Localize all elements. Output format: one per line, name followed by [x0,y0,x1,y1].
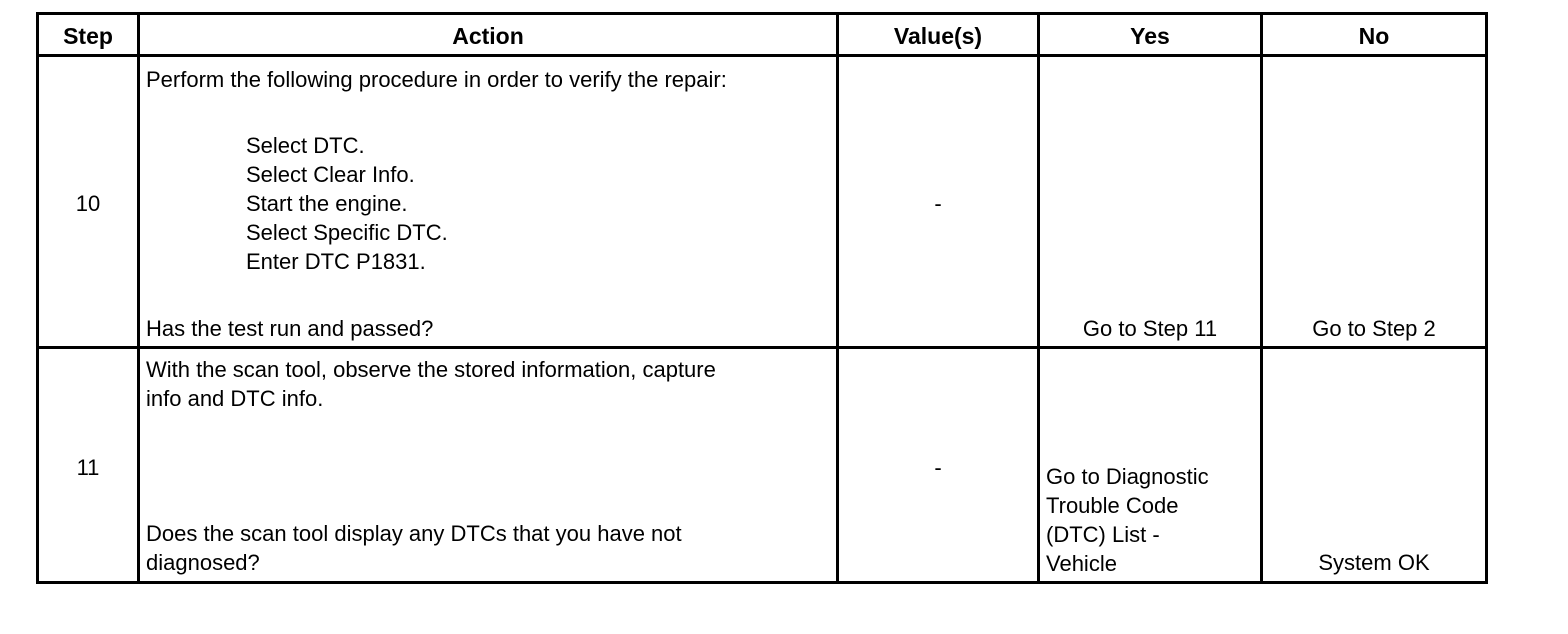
column-divider [1037,15,1040,581]
action-question: Has the test run and passed? [146,316,434,341]
action-intro [146,355,836,413]
step-number: 11 [76,455,100,480]
action-question-line: diagnosed? [146,550,260,575]
action-step: Select DTC. [246,133,365,158]
column-divider [137,15,140,581]
action-question-line: Does the scan tool display any DTCs that you have not [146,521,682,546]
yes-line: Trouble Code [1046,493,1179,518]
value-cell: - [934,455,942,480]
header-step: Step [63,22,113,49]
action-intro-line: info and DTC info. [146,386,324,411]
header-values: Value(s) [893,22,983,49]
table-header [39,15,1485,57]
diagnostic-table [36,12,1488,584]
header-no: No [1358,22,1390,49]
action-intro: Perform the following procedure in order to verify the repair: [146,67,727,92]
yes-line: (DTC) List - [1046,522,1160,547]
header-action: Action [452,22,524,49]
no-cell: Go to Step 2 [1312,316,1436,341]
column-divider [836,15,839,581]
yes-line: Go to Diagnostic [1046,464,1209,489]
action-steps [246,131,746,276]
header-yes: Yes [1130,22,1170,49]
action-step: Select Specific DTC. [246,220,448,245]
value-cell: - [934,191,942,216]
action-question [146,519,836,577]
yes-cell [1046,462,1260,578]
yes-cell: Go to Step 11 [1082,316,1218,341]
yes-line: Vehicle [1046,551,1117,576]
no-cell: System OK [1318,550,1430,575]
action-step: Start the engine. [246,191,408,216]
action-step: Select Clear Info. [246,162,415,187]
row-divider [39,346,1485,349]
column-divider [1260,15,1263,581]
action-step: Enter DTC P1831. [246,249,426,274]
action-intro-line: With the scan tool, observe the stored information, capture [146,357,716,382]
step-number: 10 [75,191,101,216]
